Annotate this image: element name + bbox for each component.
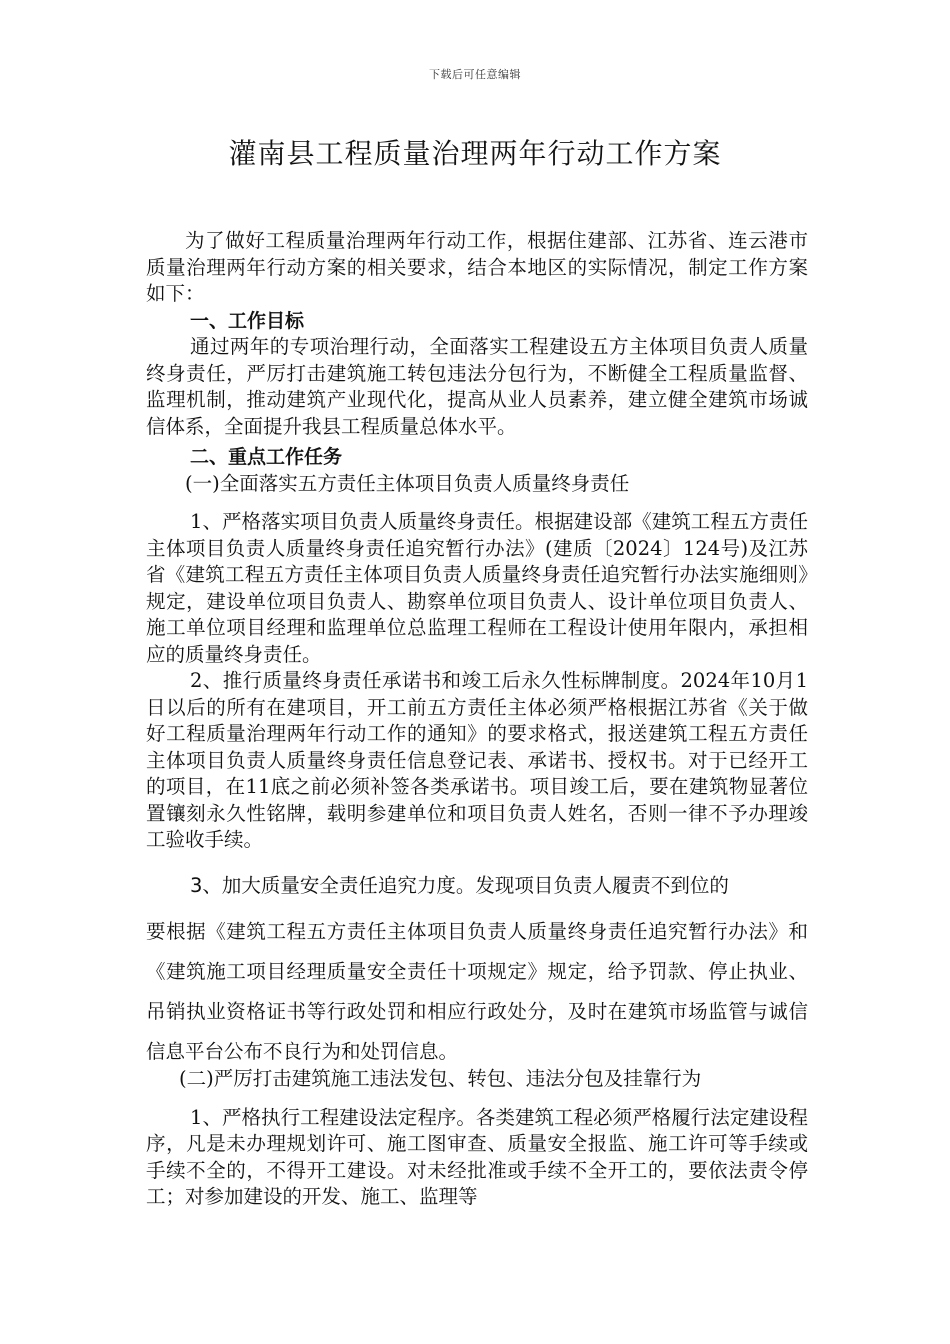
item-3-block [146, 866, 808, 906]
document-title: 灌南县工程质量治理两年行动工作方案 [228, 137, 722, 170]
section-1-paragraph: 通过两年的专项治理行动，全面落实工程建设五方主体项目负责人质量终身责任，严厉打击建筑施工转包违法分包行为，不断健全工程质量监督、监理机制，推动建筑产业现代化，提高从业人员素养，建立健全建筑市场诚信体系，全面提升我县工程质量总体水平。 [146, 335, 808, 438]
subsection-2-heading: (二)严厉打击建筑施工违法发包、转包、违法分包及挂靠行为 [179, 1067, 702, 1090]
item-3-text: 3、加大质量安全责任追究力度。发现项目负责人履责不到位的 [190, 874, 729, 897]
section-1-heading: 一、工作目标 [190, 309, 305, 332]
header-note: 下载后可任意编辑 [429, 68, 521, 81]
section-2-heading: 二、重点工作任务 [190, 446, 343, 468]
subsection-1-item-2: 2、推行质量终身责任承诺书和竣工后永久性标牌制度。2024年10月1日以后的所有在建项目，开工前五方责任主体必须严格根据江苏省《关于做好工程质量治理两年行动工作的通知》的要求格式，报送建筑工程五方责任主体项目负责人质量终身责任信息登记表、承诺书、授权书。对于已经开工的项目，在11底之前必须补签各类承诺书。项目竣工后，要在建筑物显著位置镶刻永久性铭牌，载明参建单位和项目负责人姓名，否则一律不予办理竣工验收手续。 [146, 669, 808, 851]
subsection-1-item-3-rest: 要根据《建筑工程五方责任主体项目负责人质量终身责任追究暂行办法》和《建筑施工项目经理质量安全责任十项规定》规定，给予罚款、停止执业、吊销执业资格证书等行政处罚和相应行政处分，及时在建筑市场监管与诚信信息平台公布不良行为和处罚信息。 [146, 920, 808, 1063]
item-3-continuation [146, 912, 808, 1072]
subsection-1-item-3-lead [146, 866, 808, 906]
intro-paragraph: 为了做好工程质量治理两年行动工作，根据住建部、江苏省、连云港市质量治理两年行动方案的相关要求，结合本地区的实际情况，制定工作方案如下： [146, 229, 808, 305]
subsection-2-block [146, 1066, 808, 1211]
subsection-1-heading: (一)全面落实五方责任主体项目负责人质量终身责任 [185, 471, 630, 495]
document-body [146, 228, 808, 854]
subsection-2-item-1: 1、严格执行工程建设法定程序。各类建筑工程必须严格履行法定建设程序，凡是未办理规划许可、施工图审查、质量安全报监、施工许可等手续或手续不全的，不得开工建设。对未经批准或手续不全开工的，要依法责令停工；对参加建设的开发、施工、监理等 [146, 1105, 808, 1208]
subsection-1-item-1: 1、严格落实项目负责人质量终身责任。根据建设部《建筑工程五方责任主体项目负责人质量终身责任追究暂行办法》(建质〔2024〕124号)及江苏省《建筑工程五方责任主体项目负责人质量终身责任追究暂行办法实施细则》规定，建设单位项目负责人、勘察单位项目负责人、设计单位项目负责人、施工单位项目经理和监理单位总监理工程师在工程设计使用年限内，承担相应的质量终身责任。 [146, 510, 808, 666]
